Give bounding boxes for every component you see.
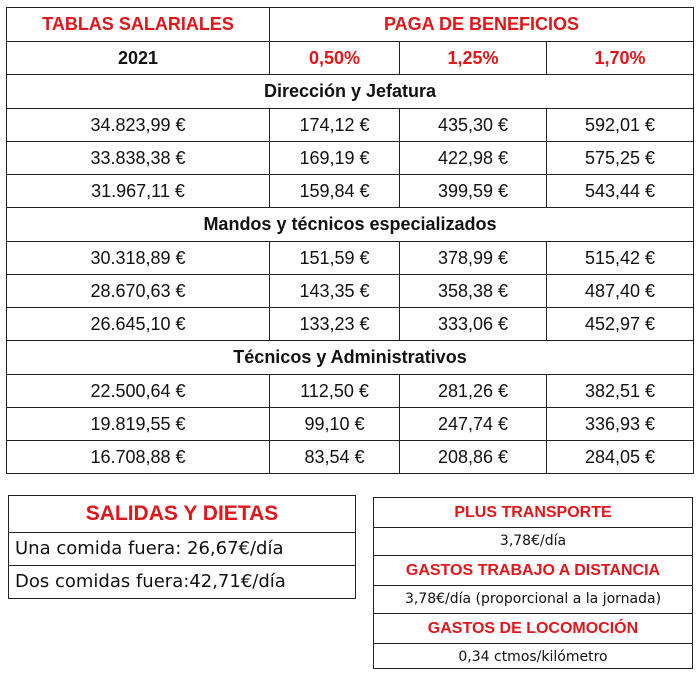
section-header bbox=[7, 75, 694, 109]
salidas-dietas-box bbox=[8, 495, 356, 599]
benefit-cell: 159,84 € bbox=[270, 175, 400, 208]
section-title: Técnicos y Administrativos bbox=[7, 341, 694, 375]
locomocion-value: 0,34 ctmos/kilómetro bbox=[458, 649, 608, 665]
benefit-cell: 382,51 € bbox=[547, 375, 694, 408]
section-title: Dirección y Jefatura bbox=[7, 75, 694, 109]
salary-cell: 16.708,88 € bbox=[7, 441, 270, 474]
plus-transporte-value: 3,78€/día bbox=[374, 528, 692, 556]
salary-cell: 34.823,99 € bbox=[7, 109, 270, 142]
tablas-salariales-title: TABLAS SALARIALES bbox=[7, 8, 270, 42]
salary-table bbox=[6, 7, 694, 474]
table-row bbox=[7, 375, 694, 408]
benefit-cell: 543,44 € bbox=[547, 175, 694, 208]
benefit-cell: 112,50 € bbox=[270, 375, 400, 408]
section-header bbox=[7, 341, 694, 375]
salary-cell: 31.967,11 € bbox=[7, 175, 270, 208]
table-row bbox=[7, 242, 694, 275]
year-percent-row bbox=[7, 42, 694, 75]
benefit-cell: 208,86 € bbox=[400, 441, 547, 474]
benefit-cell: 281,26 € bbox=[400, 375, 547, 408]
table-row bbox=[7, 175, 694, 208]
benefit-cell: 592,01 € bbox=[547, 109, 694, 142]
plus-transporte-title: PLUS TRANSPORTE bbox=[374, 498, 692, 528]
benefit-cell: 99,10 € bbox=[270, 408, 400, 441]
table-row bbox=[7, 142, 694, 175]
trabajo-distancia-title: GASTOS TRABAJO A DISTANCIA bbox=[374, 556, 692, 586]
benefit-cell: 247,74 € bbox=[400, 408, 547, 441]
salary-cell: 28.670,63 € bbox=[7, 275, 270, 308]
benefit-cell: 422,98 € bbox=[400, 142, 547, 175]
paga-beneficios-title: PAGA DE BENEFICIOS bbox=[270, 8, 694, 42]
percent-1: 1,25% bbox=[400, 42, 547, 75]
benefit-cell: 133,23 € bbox=[270, 308, 400, 341]
benefit-cell: 169,19 € bbox=[270, 142, 400, 175]
percent-0: 0,50% bbox=[270, 42, 400, 75]
benefit-cell: 174,12 € bbox=[270, 109, 400, 142]
salary-cell: 30.318,89 € bbox=[7, 242, 270, 275]
table-row bbox=[7, 408, 694, 441]
benefit-cell: 515,42 € bbox=[547, 242, 694, 275]
section-title: Mandos y técnicos especializados bbox=[7, 208, 694, 242]
benefit-cell: 378,99 € bbox=[400, 242, 547, 275]
table-header-row bbox=[7, 8, 694, 42]
year-label: 2021 bbox=[7, 42, 270, 75]
table-row bbox=[7, 308, 694, 341]
salary-cell: 33.838,38 € bbox=[7, 142, 270, 175]
dietas-line: Una comida fuera: 26,67€/día bbox=[15, 538, 284, 559]
benefit-cell: 399,59 € bbox=[400, 175, 547, 208]
salary-cell: 26.645,10 € bbox=[7, 308, 270, 341]
benefit-cell: 143,35 € bbox=[270, 275, 400, 308]
percent-2: 1,70% bbox=[547, 42, 694, 75]
benefit-cell: 452,97 € bbox=[547, 308, 694, 341]
extras-box bbox=[373, 497, 693, 669]
benefit-cell: 487,40 € bbox=[547, 275, 694, 308]
salary-cell: 19.819,55 € bbox=[7, 408, 270, 441]
benefit-cell: 284,05 € bbox=[547, 441, 694, 474]
table-row bbox=[7, 441, 694, 474]
benefit-cell: 151,59 € bbox=[270, 242, 400, 275]
benefit-cell: 333,06 € bbox=[400, 308, 547, 341]
locomocion-title: GASTOS DE LOCOMOCIÓN bbox=[374, 614, 692, 644]
benefit-cell: 575,25 € bbox=[547, 142, 694, 175]
dietas-title: SALIDAS Y DIETAS bbox=[9, 496, 355, 533]
section-header bbox=[7, 208, 694, 242]
dietas-line: Dos comidas fuera:42,71€/día bbox=[9, 565, 355, 598]
trabajo-distancia-value: 3,78€/día (proporcional a la jornada) bbox=[374, 586, 692, 614]
salary-cell: 22.500,64 € bbox=[7, 375, 270, 408]
benefit-cell: 358,38 € bbox=[400, 275, 547, 308]
benefit-cell: 83,54 € bbox=[270, 441, 400, 474]
benefit-cell: 336,93 € bbox=[547, 408, 694, 441]
table-row bbox=[7, 275, 694, 308]
benefit-cell: 435,30 € bbox=[400, 109, 547, 142]
table-row bbox=[7, 109, 694, 142]
